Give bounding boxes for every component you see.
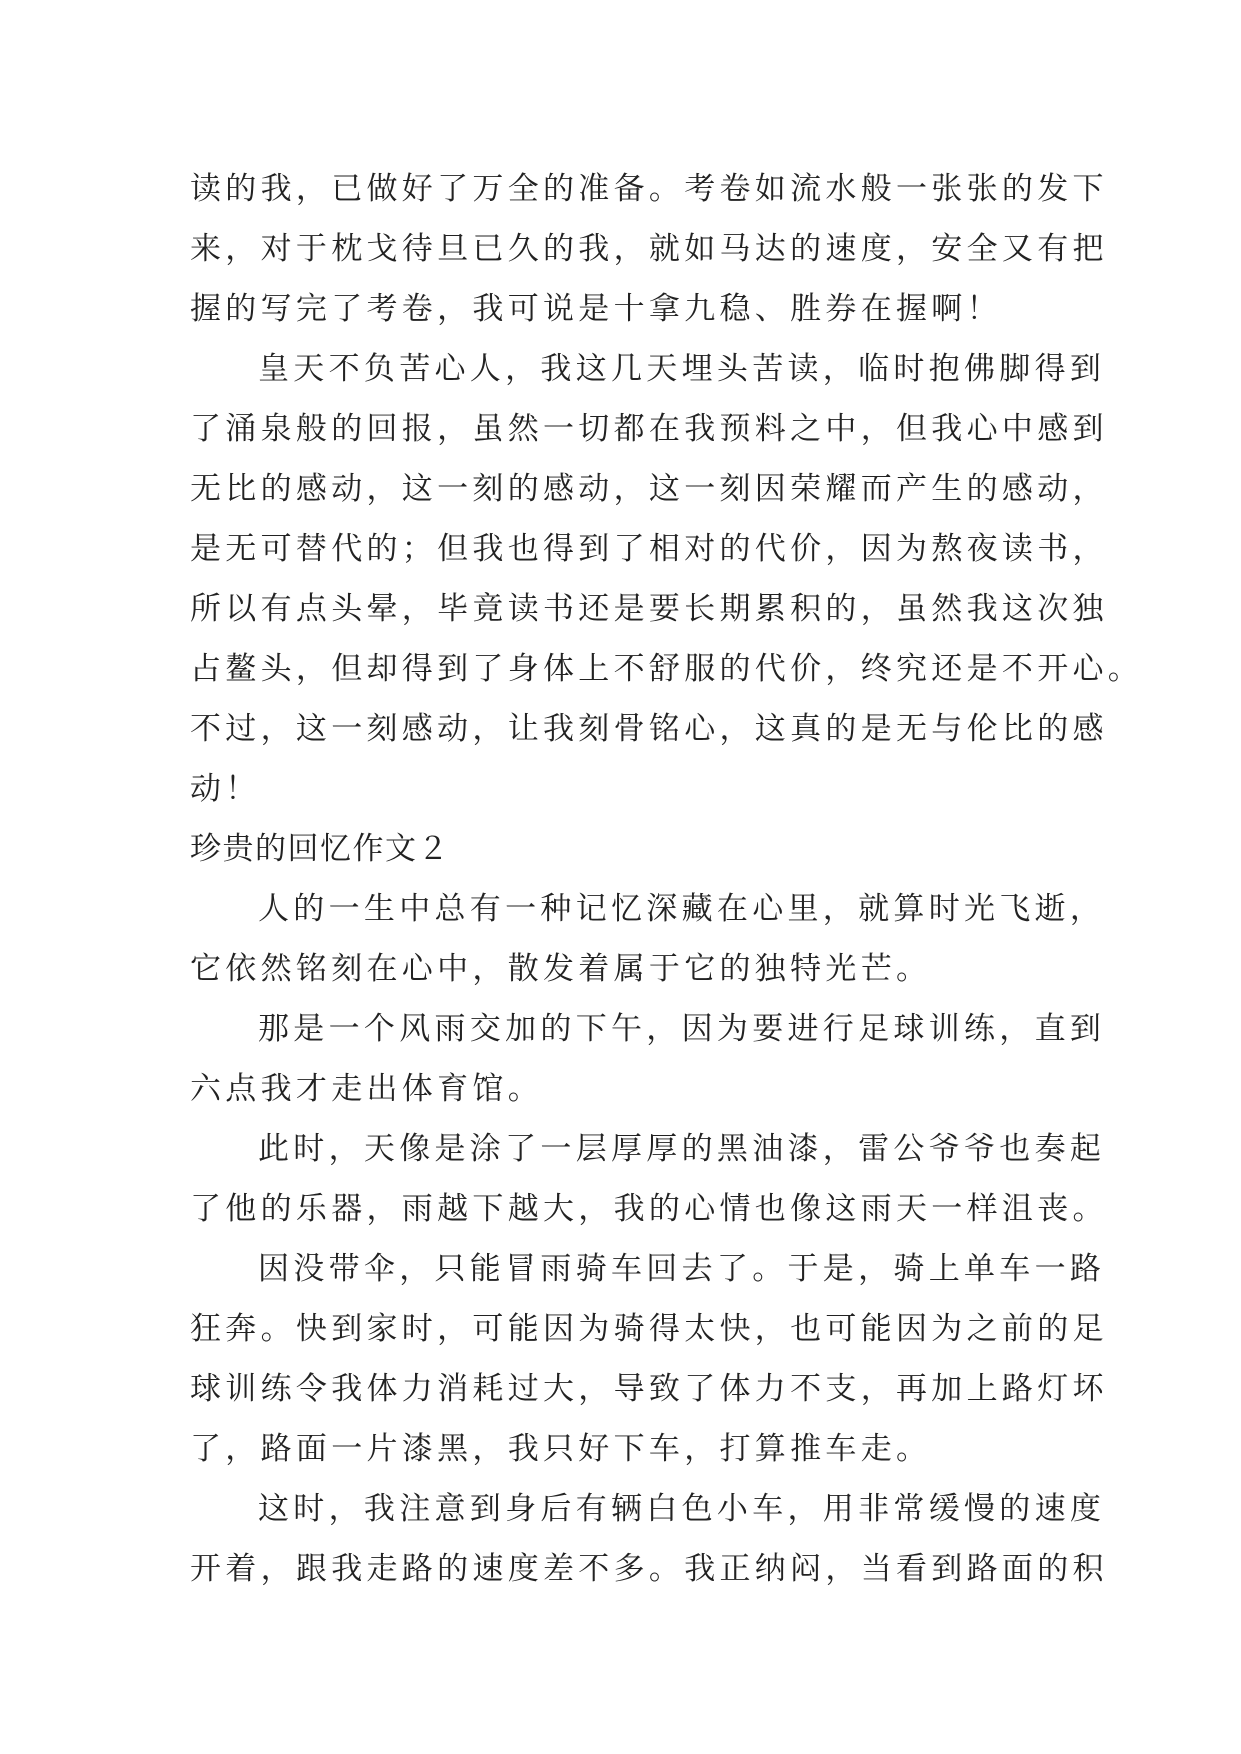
document-body (190, 159, 1144, 1599)
paragraph-start-line: 此时，天像是涂了一层厚厚的黑油漆，雷公爷爷也奏起 (258, 1131, 1106, 1167)
paragraph-start-line: 因没带伞，只能冒雨骑车回去了。于是，骑上单车一路 (258, 1251, 1106, 1287)
paragraph-start-line: 皇天不负苦心人，我这几天埋头苦读，临时抱佛脚得到 (258, 351, 1106, 387)
text-line: 六点我才走出体育馆。 (190, 1071, 543, 1107)
text-line: 无比的感动，这一刻的感动，这一刻因荣耀而产生的感动， (190, 471, 1108, 507)
text-line: 握的写完了考卷，我可说是十拿九稳、胜券在握啊！ (190, 291, 1002, 327)
text-line: 了，路面一片漆黑，我只好下车，打算推车走。 (190, 1431, 932, 1467)
text-line: 开着，跟我走路的速度差不多。我正纳闷，当看到路面的积 (190, 1551, 1108, 1587)
text-line: 了涌泉般的回报，虽然一切都在我预料之中，但我心中感到 (190, 411, 1108, 447)
text-line: 所以有点头晕，毕竟读书还是要长期累积的，虽然我这次独 (190, 591, 1108, 627)
paragraph-start-line: 这时，我注意到身后有辆白色小车，用非常缓慢的速度 (258, 1491, 1106, 1527)
text-line: 来，对于枕戈待旦已久的我，就如马达的速度，安全又有把 (190, 231, 1108, 267)
section-title: 珍贵的回忆作文２ (190, 831, 450, 867)
paragraph-start-line: 人的一生中总有一种记忆深藏在心里，就算时光飞逝， (258, 891, 1106, 927)
text-line: 占鳌头，但却得到了身体上不舒服的代价，终究还是不开心。 (190, 651, 1144, 687)
text-line: 球训练令我体力消耗过大，导致了体力不支，再加上路灯坏 (190, 1371, 1108, 1407)
text-line: 了他的乐器，雨越下越大，我的心情也像这雨天一样沮丧。 (190, 1191, 1108, 1227)
paragraph-start-line: 那是一个风雨交加的下午，因为要进行足球训练，直到 (258, 1011, 1106, 1047)
text-line: 读的我，已做好了万全的准备。考卷如流水般一张张的发下 (190, 171, 1108, 207)
text-line: 它依然铭刻在心中，散发着属于它的独特光芒。 (190, 951, 932, 987)
text-line: 狂奔。快到家时，可能因为骑得太快，也可能因为之前的足 (190, 1311, 1108, 1347)
text-line: 动！ (190, 771, 261, 807)
text-line: 不过，这一刻感动，让我刻骨铭心，这真的是无与伦比的感 (190, 711, 1108, 747)
text-line: 是无可替代的；但我也得到了相对的代价，因为熬夜读书， (190, 531, 1108, 567)
